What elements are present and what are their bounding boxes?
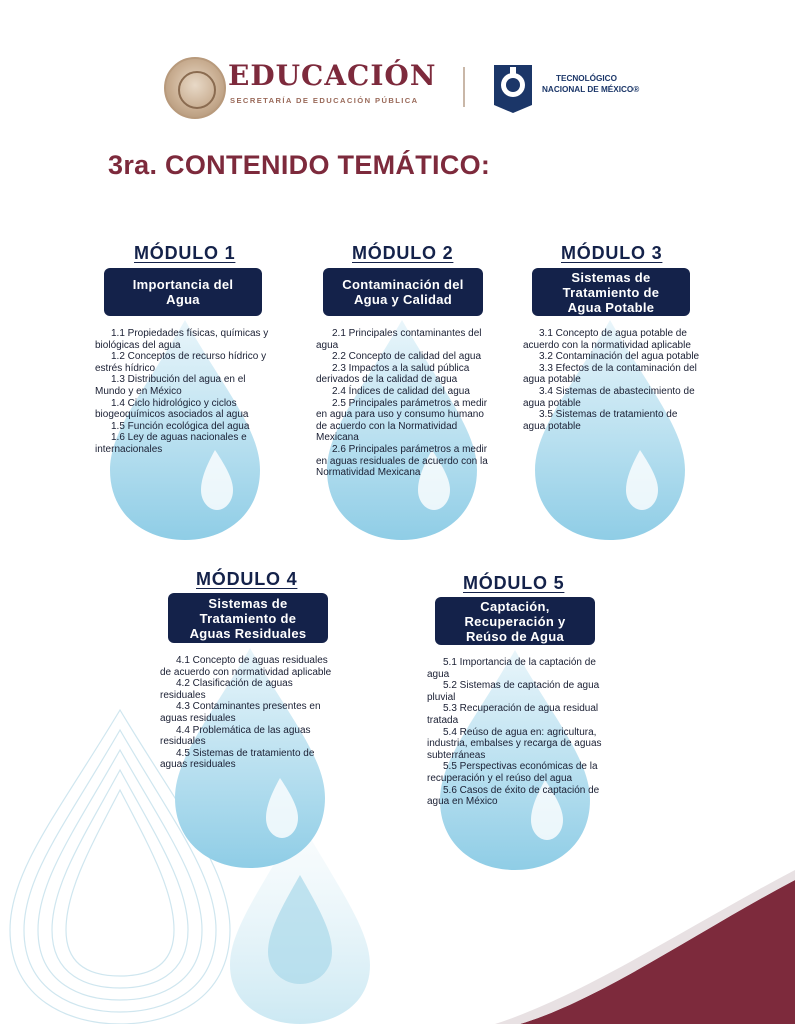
list-item: 1.1 Propiedades físicas, químicas y biológicas del agua [95, 328, 269, 351]
module-title-line: Recuperación y [464, 613, 566, 629]
module-title-box [435, 597, 595, 645]
education-subtitle: SECRETARÍA DE EDUCACIÓN PÚBLICA [230, 96, 419, 105]
list-item: 3.5 Sistemas de tratamiento de agua potable [523, 409, 678, 432]
module-title-line: Contaminación del [342, 277, 464, 292]
module-title-line: Sistemas de [208, 595, 288, 611]
module-title-line: Agua Potable [567, 299, 655, 315]
list-item: 1.2 Conceptos de recurso hídrico y estrés hídrico [95, 351, 267, 374]
list-item: 5.3 Recuperación de agua residual tratada [427, 703, 599, 726]
list-item: 1.6 Ley de aguas nacionales e internacionales [95, 432, 247, 455]
module-title-box [532, 268, 690, 316]
module-heading: MÓDULO 1 [134, 243, 236, 263]
list-item: 5.1 Importancia de la captación de agua [427, 657, 596, 680]
module-title-line: Aguas Residuales [189, 625, 307, 641]
decorative-water-drops [0, 700, 795, 1024]
list-item: 2.4 Índices de calidad del agua [332, 385, 470, 397]
list-item: 3.3 Efectos de la contaminación del agua potable [523, 362, 697, 386]
header [160, 45, 640, 125]
list-item: 3.2 Contaminación del agua potable [539, 351, 700, 363]
module-title-box [323, 268, 483, 316]
list-item: 3.1 Concepto de agua potable de acuerdo con la normatividad aplicable [523, 328, 691, 351]
list-item: 4.4 Problemática de las aguas residuales [160, 724, 311, 748]
module-title-line: Importancia del [132, 277, 234, 292]
module-title-line: Agua y Calidad [353, 292, 453, 307]
list-item: 1.4 Ciclo hidrológico y ciclos biogeoquímicos asociados al agua [95, 397, 249, 421]
module-heading: MÓDULO 3 [561, 243, 663, 263]
list-item: 2.2 Concepto de calidad del agua [332, 351, 482, 363]
module-heading: MÓDULO 2 [352, 243, 454, 263]
list-item: 1.3 Distribución del agua en el Mundo y en México [95, 374, 246, 397]
header-divider [463, 67, 465, 107]
module-heading: MÓDULO 4 [196, 569, 298, 589]
list-item: 5.5 Perspectivas económicas de la recuperación y el reúso del agua [427, 761, 598, 784]
module-title-line: Sistemas de [571, 269, 651, 285]
module-title-line: Tratamiento de [562, 284, 660, 300]
tecnm-line-1: TECNOLÓGICO [556, 74, 617, 83]
tecnm-logo-icon [490, 57, 536, 113]
list-item: 2.6 Principales parámetros a medir en aguas residuales de acuerdo con la Normatividad Mexicana [316, 443, 488, 479]
module-title-line: Captación, [480, 598, 550, 614]
list-item: 4.3 Contaminantes presentes en aguas residuales [160, 701, 321, 724]
page-title: 3ra. CONTENIDO TEMÁTICO: [108, 150, 491, 180]
government-seal-icon [164, 57, 226, 119]
list-item: 3.4 Sistemas de abastecimiento de agua potable [523, 385, 695, 409]
module-title-line: Agua [166, 292, 200, 307]
module-heading: MÓDULO 5 [463, 573, 565, 593]
topic-list [316, 328, 494, 479]
topic-list [95, 328, 273, 456]
list-item: 2.5 Principales parámetros a medir en agua para uso y consumo humano de acuerdo con la Normatividad Mexicana [316, 397, 488, 444]
education-title: EDUCACIÓN [228, 59, 437, 92]
list-item: 1.5 Función ecológica del agua [111, 420, 250, 432]
list-item: 2.1 Principales contaminantes del agua [316, 328, 482, 351]
module-title-line: Tratamiento de [199, 610, 297, 626]
list-item: 5.2 Sistemas de captación de agua pluvial [427, 680, 600, 703]
list-item: 2.3 Impactos a la salud pública derivados de la calidad de agua [316, 362, 470, 386]
list-item: 4.2 Clasificación de aguas residuales [160, 678, 293, 701]
topic-list [160, 655, 338, 771]
tecnm-name [542, 73, 639, 95]
module-title-line: Reúso de Agua [465, 628, 565, 644]
topic-list [427, 657, 605, 808]
topic-list [523, 328, 701, 432]
list-item: 4.1 Concepto de aguas residuales de acuerdo con normatividad aplicable [160, 655, 332, 678]
list-item: 5.6 Casos de éxito de captación de agua en México [427, 784, 600, 808]
tecnm-line-2: NACIONAL DE MÉXICO® [542, 85, 640, 94]
module-title-box [104, 268, 262, 316]
module-title-box [168, 593, 328, 643]
list-item: 5.4 Reúso de agua en: agricultura, industria, embalses y recarga de aguas subterráneas [427, 726, 602, 761]
list-item: 4.5 Sistemas de tratamiento de aguas residuales [160, 747, 315, 771]
